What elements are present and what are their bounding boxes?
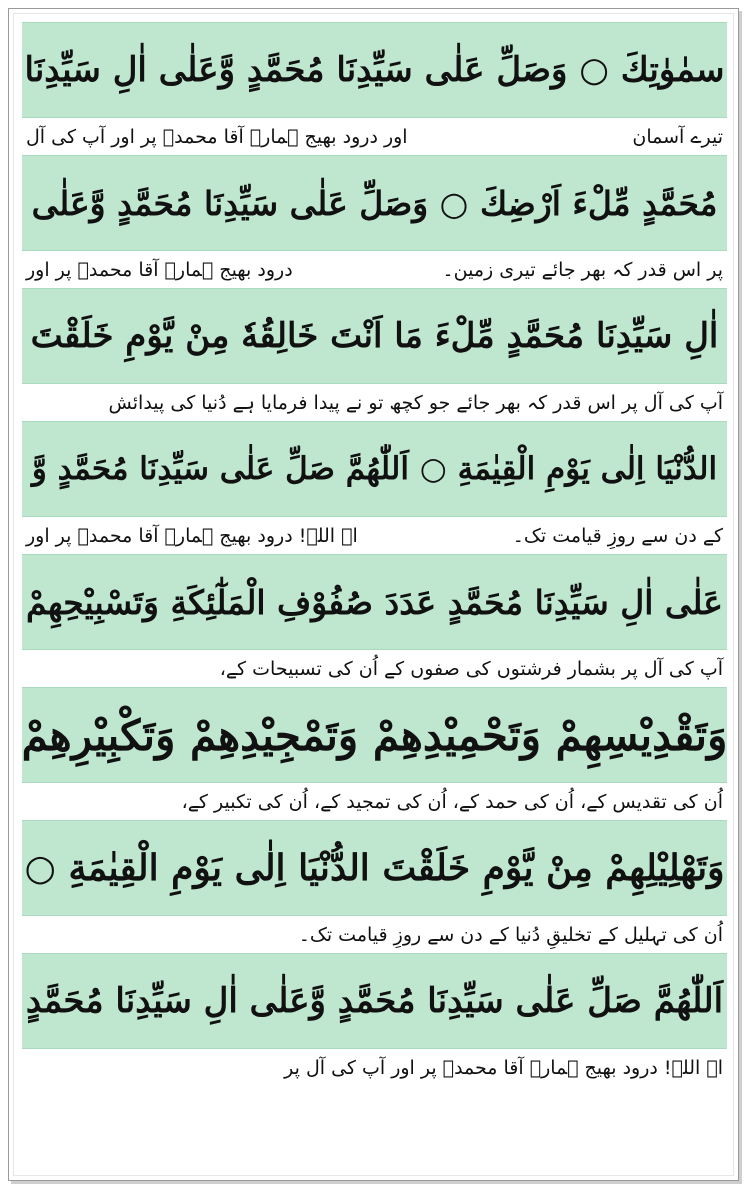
arabic-line-3: اٰلِ سَيِّدِنَا مُحَمَّدٍ مِّلْءَ مَا اَنْتَ خَالِقُهٗ مِنْ يَّوْمِ خَلَقْتَ — [22, 288, 727, 384]
urdu-translation-6 — [22, 783, 727, 820]
urdu-segment: اُن کی تہلیل کے تخلیقِ دُنیا کے دن سے روزِ قیامت تک۔ — [298, 923, 723, 946]
urdu-segment: درود بھیج ہمارے آقا محمدؐ پر اور — [26, 258, 293, 281]
arabic-line-1: سمٰوٰتِكَ ○ وَصَلِّ عَلٰى سَيِّدِنَا مُحَمَّدٍ وَّعَلٰى اٰلِ سَيِّدِنَا — [22, 22, 727, 118]
urdu-translation-4 — [22, 517, 727, 554]
urdu-translation-5 — [22, 650, 727, 687]
urdu-segment: کے دن سے روزِ قیامت تک۔ — [512, 524, 723, 547]
urdu-translation-7 — [22, 916, 727, 953]
urdu-segment: آپ کی آل پر بشمار فرشتوں کی صفوں کے اُن کی تسبیحات کے، — [219, 657, 723, 680]
urdu-translation-8 — [22, 1049, 727, 1086]
urdu-translation-1 — [22, 118, 727, 155]
arabic-line-8: اَللّٰهُمَّ صَلِّ عَلٰى سَيِّدِنَا مُحَمَّدٍ وَّعَلٰى اٰلِ سَيِّدِنَا مُحَمَّدٍ — [22, 953, 727, 1049]
arabic-line-5: عَلٰى اٰلِ سَيِّدِنَا مُحَمَّدٍ عَدَدَ صُفُوْفِ الْمَلٰٓئِكَةِ وَتَسْبِيْحِهِمْ — [22, 554, 727, 650]
urdu-segment: اور درود بھیج ہمارے آقا محمدؐ پر اور آپ کی آل — [26, 125, 408, 148]
urdu-segment: اے اللہ! درود بھیج ہمارے آقا محمدؐ پر اور — [26, 524, 358, 547]
arabic-line-4: الدُّنْيَا اِلٰى يَوْمِ الْقِيٰمَةِ ○ اَللّٰهُمَّ صَلِّ عَلٰى سَيِّدِنَا مُحَمَّدٍ وَّ — [22, 421, 727, 517]
arabic-line-2: مُحَمَّدٍ مِّلْءَ اَرْضِكَ ○ وَصَلِّ عَلٰى سَيِّدِنَا مُحَمَّدٍ وَّعَلٰى — [22, 155, 727, 251]
urdu-segment: اُن کی تقدیس کے، اُن کی حمد کے، اُن کی تمجید کے، اُن کی تکبیر کے، — [181, 790, 723, 813]
prayer-page — [22, 22, 727, 1166]
arabic-line-6: وَتَقْدِيْسِهِمْ وَتَحْمِيْدِهِمْ وَتَمْجِيْدِهِمْ وَتَكْبِيْرِهِمْ — [22, 687, 727, 783]
urdu-segment: اے اللہ! درود بھیج ہمارے آقا محمدؐ پر اور آپ کی آل پر — [284, 1056, 723, 1079]
urdu-translation-3 — [22, 384, 727, 421]
urdu-translation-2 — [22, 251, 727, 288]
urdu-segment: تیرے آسمان — [632, 125, 723, 148]
urdu-segment: پر اس قدر کہ بھر جائے تیری زمین۔ — [442, 258, 723, 281]
urdu-segment: آپ کی آل پر اس قدر کہ بھر جائے جو کچھ تو نے پیدا فرمایا ہے دُنیا کی پیدائش — [108, 391, 723, 414]
arabic-line-7: وَتَهْلِيْلِهِمْ مِنْ يَّوْمِ خَلَقْتَ الدُّنْيَا اِلٰى يَوْمِ الْقِيٰمَةِ ○ — [22, 820, 727, 916]
